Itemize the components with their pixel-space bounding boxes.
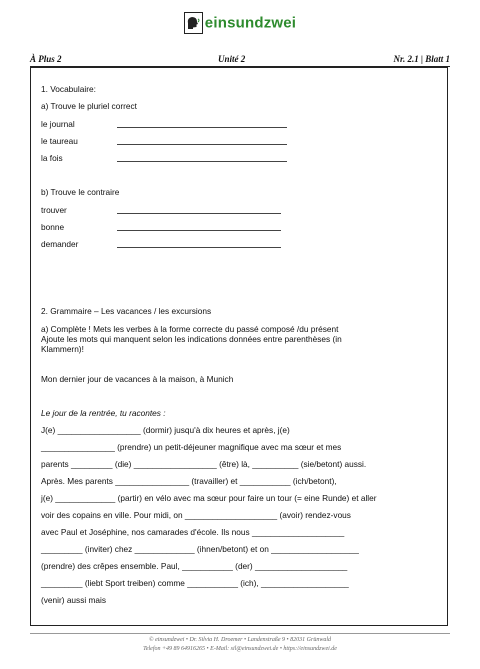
ex1-b-word: bonne bbox=[41, 222, 65, 232]
ex2-subtitle: Mon dernier jour de vacances à la maison, à Munich bbox=[41, 374, 234, 384]
ex2-instruction-1: a) Complète ! Mets les verbes à la forme correcte du passé composé /du présent bbox=[41, 324, 339, 334]
gap-text-line[interactable]: voir des copains en ville. Pour midi, on ____________________ (avoir) rendez-vous bbox=[41, 510, 351, 520]
ex2-title: 2. Grammaire – Les vacances / les excursions bbox=[41, 306, 212, 316]
footer-divider bbox=[30, 633, 450, 634]
gap-text-line[interactable]: (prendre) des crêpes ensemble. Paul, ___________ (der) ____________________ bbox=[41, 561, 348, 571]
ex1-b-word: trouver bbox=[41, 205, 67, 215]
footer-address: © einsundzwei • Dr. Silvia H. Droemer • Landenstraße 9 • 82031 Grünwald bbox=[149, 637, 331, 643]
answer-blank[interactable] bbox=[117, 127, 287, 128]
ex1-b-instruction: b) Trouve le contraire bbox=[41, 187, 120, 197]
unit-title: Unité 2 bbox=[218, 54, 246, 64]
answer-blank[interactable] bbox=[117, 161, 287, 162]
book-title: À Plus 2 bbox=[30, 54, 62, 64]
gap-text-line[interactable]: _________ (liebt Sport treiben) comme ___________ (ich), ___________________ bbox=[41, 578, 349, 588]
ex1-a-instruction: a) Trouve le pluriel correct bbox=[41, 101, 137, 111]
ex1-b-word: demander bbox=[41, 239, 79, 249]
answer-blank[interactable] bbox=[117, 213, 281, 214]
answer-blank[interactable] bbox=[117, 144, 287, 145]
worksheet-frame bbox=[30, 67, 448, 626]
footer-contact: Telefon +49 89 64916265 • E-Mail: sil@einsundzwei.de • https://einsundzwei.de bbox=[143, 646, 337, 652]
ex2-instruction-3: Klammern)! bbox=[41, 344, 84, 354]
ex1-a-word: le journal bbox=[41, 119, 75, 129]
gap-text-line[interactable]: parents _________ (die) __________________ (être) là, __________ (sie/betont) aussi. bbox=[41, 459, 367, 469]
ex1-title: 1. Vocabulaire: bbox=[41, 84, 96, 94]
answer-blank[interactable] bbox=[117, 230, 281, 231]
gap-text-line[interactable]: avec Paul et Joséphine, nos camarades d'école. Ils nous ____________________ bbox=[41, 527, 345, 537]
ex2-instruction-2: Ajoute les mots qui manquent selon les indications données entre parenthèses (in bbox=[41, 334, 342, 344]
answer-blank[interactable] bbox=[117, 247, 281, 248]
ex1-a-word: le taureau bbox=[41, 136, 78, 146]
gap-text-line[interactable]: J(e) __________________ (dormir) jusqu'à dix heures et après, j(e) bbox=[41, 425, 290, 435]
ex1-a-word: la fois bbox=[41, 153, 63, 163]
worksheet-header bbox=[30, 52, 450, 67]
logo-text: einsundzwei bbox=[204, 14, 297, 32]
speaking-head-icon bbox=[184, 12, 203, 34]
gap-text-line[interactable]: ________________ (prendre) un petit-déjeuner magnifique avec ma sœur et mes bbox=[41, 442, 342, 452]
gap-text-line[interactable]: j(e) _____________ (partir) en vélo avec ma sœur pour faire un tour (= eine Runde) et aller bbox=[41, 493, 377, 503]
sheet-number: Nr. 2.1 | Blatt 1 bbox=[393, 54, 450, 64]
gap-text-line[interactable]: _________ (inviter) chez _____________ (ihnen/betont) et on ___________________ bbox=[41, 544, 359, 554]
gap-text-line[interactable]: (venir) aussi mais bbox=[41, 595, 107, 605]
footer bbox=[0, 636, 480, 654]
ex2-story-title: Le jour de la rentrée, tu racontes : bbox=[41, 408, 166, 418]
gap-text-line[interactable]: Après. Mes parents ________________ (travailler) et ___________ (ich/betont), bbox=[41, 476, 337, 486]
logo bbox=[0, 12, 480, 34]
